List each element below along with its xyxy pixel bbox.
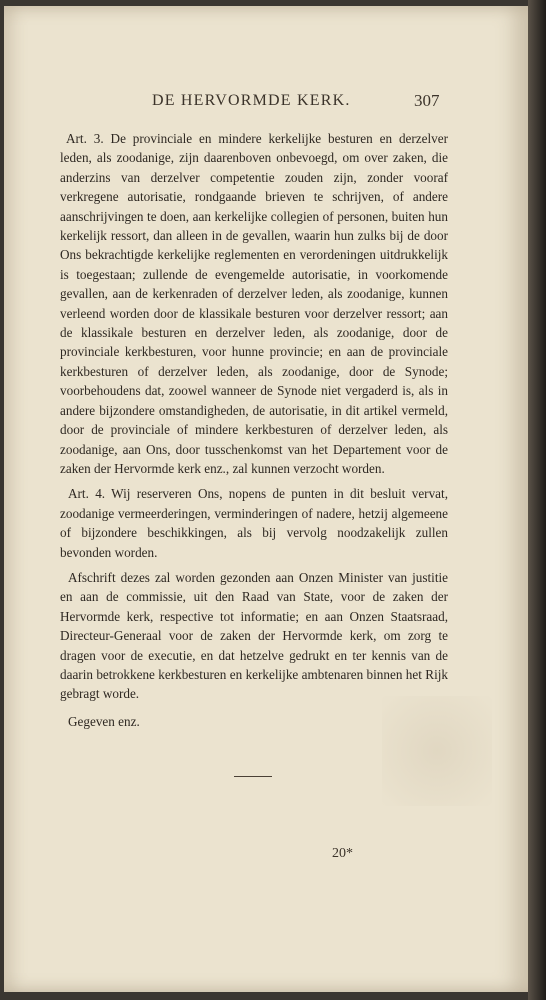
book-page — [4, 6, 528, 992]
running-head — [4, 92, 528, 116]
signature-mark: 20* — [332, 846, 353, 861]
binding-edge — [528, 0, 546, 1000]
article-3-paragraph: Art. 3. De provinciale en mindere kerkelijke besturen en derzelver leden, als zoodanige, zijn daarenboven onbevoegd, om over zaken, die anderzins van derzelver competentie zouden zijn, zonder vooraf verkregene autorisatie, rondgaande brieven te schrijven, of andere aanschrijvingen te doen, aan kerkelijke collegien of personen, buiten hun kerkelijk ressort, dan alleen in de gevallen, waarin hun zulks bij de door Ons bekrachtigde kerkelijke reglementen en verordeningen uitdrukkelijk is toegestaan; zullende de evengemelde autorisatie, in voorkomende gevallen, aan de kerkenraden of derzelver leden, als zoodanige, kunnen verleend worden door de klassikale besturen voor derzelver ressort; aan de klassikale besturen en derzelver leden, als zoodanige, door de provinciale kerkbesturen, voor hunne provincie; en aan de provinciale kerkbesturen of derzelver leden, als zoodanige, door de Synode; voorbehoudens dat, zoowel wanneer de Synode niet vergaderd is, als in andere bijzondere omstandigheden, de autorisatie, in dit artikel vermeld, door de provinciale of mindere kerkbesturen of derzelver leden, als zoodanige, aan Ons, door tusschenkomst van het Departement voor de zaken der Hervormde kerk enz., zal kunnen verzocht worden. — [60, 131, 448, 476]
section-rule — [234, 776, 272, 777]
distribution-paragraph: Afschrift dezes zal worden gezonden aan Onzen Minister van justitie en aan de commissie, uit den Raad van State, voor de zaken der Hervormde kerk, respective tot informatie; en aan Onzen Staatsraad, Directeur-Generaal voor de zaken der Hervormde kerk, om zorg te dragen voor de executie, en dat hetzelve gedrukt en ter kennis van de daarin betrokkene kerkbesturen en kerkelijke ambtenaren binnen het Rijk gebragt worde. — [60, 569, 448, 702]
running-head-title: DE HERVORMDE KERK. — [152, 92, 351, 109]
article-4-paragraph: Art. 4. Wij reserveren Ons, nopens de punten in dit besluit vervat, zoodanige vermeerderingen, verminderingen of nadere, hetzij algemeene of bijzondere beschikkingen, als bij vervolg noodzakelijk zullen bevonden worden. — [60, 486, 448, 560]
closing-formula: Gegeven enz. — [68, 713, 140, 729]
page-number: 307 — [414, 91, 440, 110]
body-text — [60, 129, 448, 744]
